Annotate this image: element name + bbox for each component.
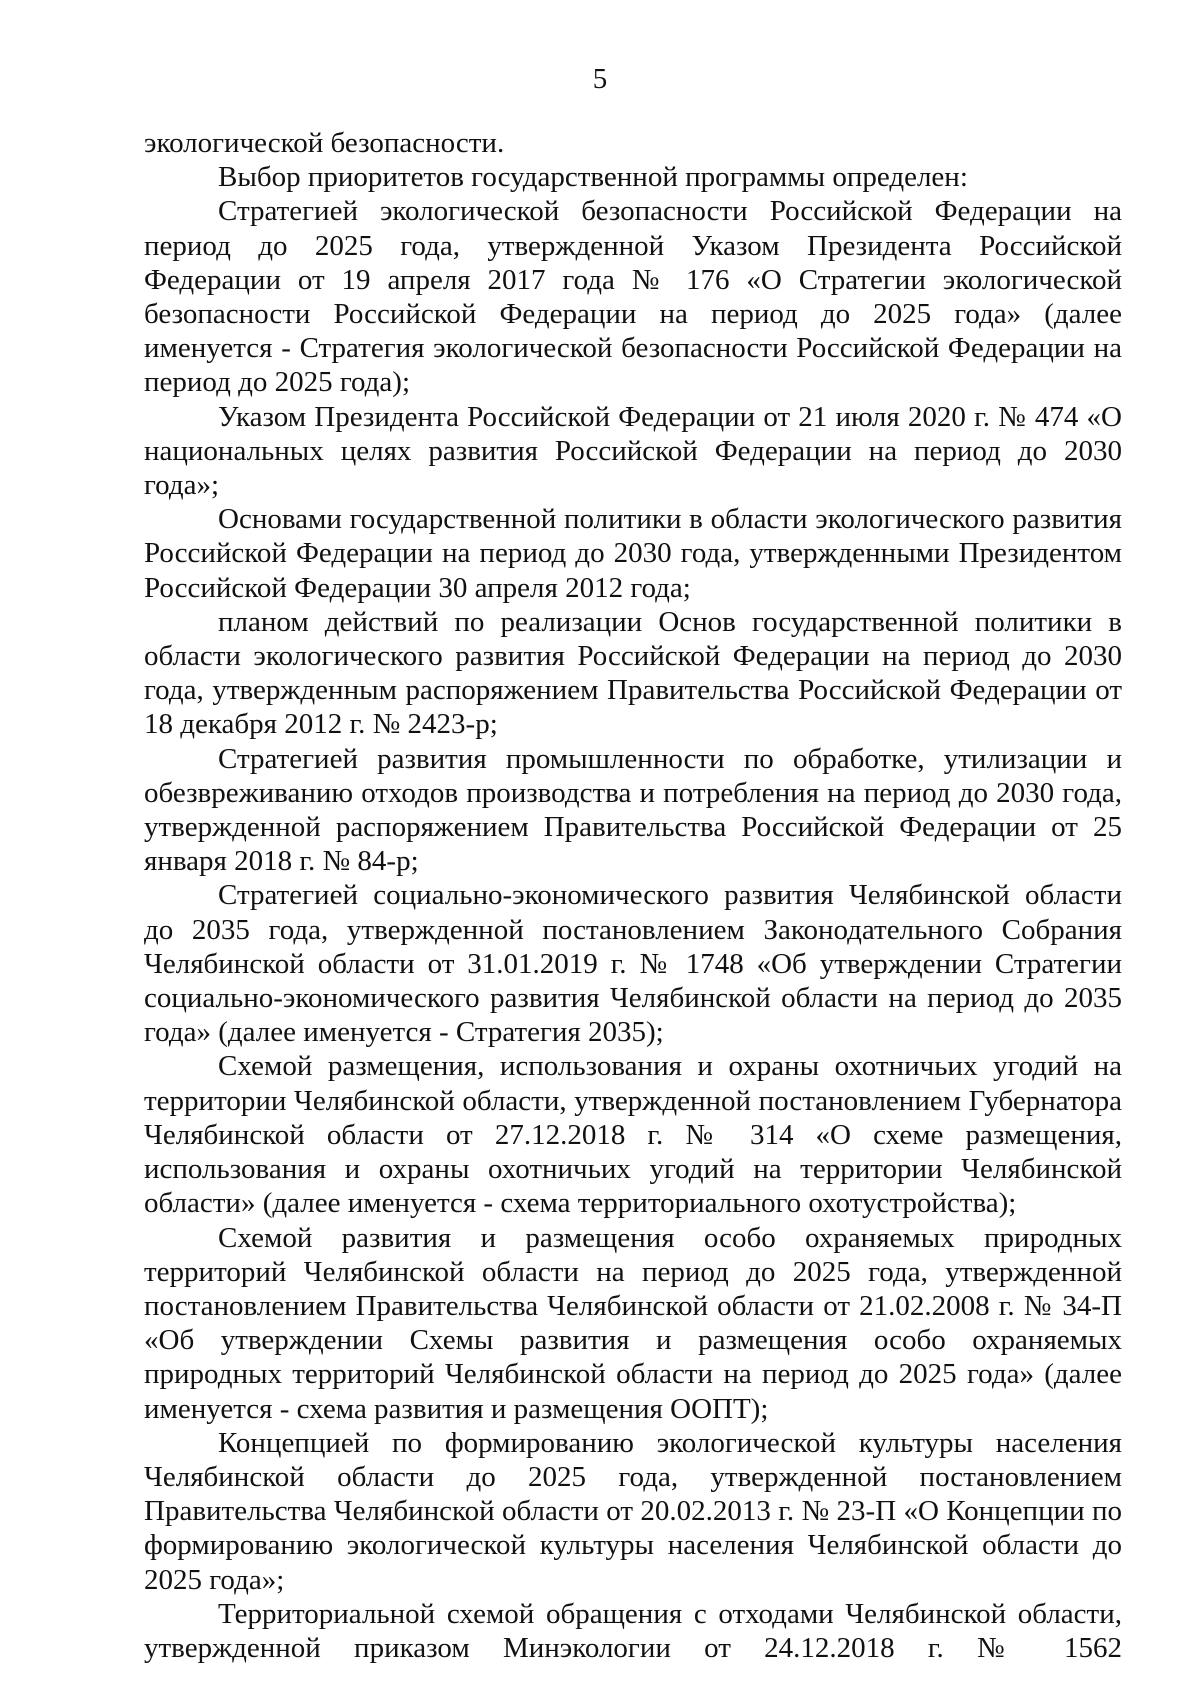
paragraph-waste-industry-strategy: Стратегией развития промышленности по обработке, утилизации и обезвреживанию отходов производства и потребления на период до 2030 года, утвержденной распоряжением Правительства Российской Федерации от 25 января 2018 г. № 84-р; [144, 742, 1122, 878]
paragraph-action-plan: планом действий по реализации Основ государственной политики в области экологического развития Российской Федерации на период до 2030 года, утвержденным распоряжением Правительства Российской Федерации от 18 декабря 2012 г. № 2423-р; [144, 605, 1122, 741]
paragraph-presidential-decree-474: Указом Президента Российской Федерации от 21 июля 2020 г. № 474 «О национальных целях развития Российской Федерации на период до 2030 года»; [144, 400, 1122, 502]
paragraph-hunting-grounds-scheme: Схемой размещения, использования и охраны охотничьих угодий на территории Челябинской области, утвержденной постановлением Губернатора Челябинской области от 27.12.2018 г. № 314 «О схеме размещения, использования и охраны охотничьих угодий на территории Челябинской области» (далее именуется - схема территориального охотустройства); [144, 1050, 1122, 1220]
paragraph-intro: Выбор приоритетов государственной программы определен: [218, 161, 968, 194]
paragraph-state-policy-foundations: Основами государственной политики в области экологического развития Российской Федерации на период до 2030 года, утвержденными Президентом Российской Федерации 30 апреля 2012 года; [144, 503, 1122, 604]
paragraph-waste-management-scheme: Территориальной схемой обращения с отходами Челябинской области, утвержденной приказом Минэкологии от 24.12.2018 г. № 1562 [144, 1597, 1122, 1664]
paragraph-protected-areas-scheme: Схемой развития и размещения особо охраняемых природных территорий Челябинской области на период до 2025 года, утвержденной постановлением Правительства Челябинской области от 21.02.2008 г. № 34-П «Об утверждении Схемы развития и размещения особо охраняемых природных территорий Челябинской области на период до 2025 года» (далее именуется - схема развития и размещения ООПТ); [144, 1221, 1122, 1425]
paragraph-continuation: экологической безопасности. [144, 127, 505, 159]
paragraph-strategy-2035: Стратегией социально-экономического развития Челябинской области до 2035 года, утвержденной постановлением Законодательного Собрания Челябинской области от 31.01.2019 г. № 1748 «Об утверждении Стратегии социально-экономического развития Челябинской области на период до 2035 года» (далее именуется - Стратегия 2035); [144, 879, 1122, 1049]
paragraph-ecological-culture-concept: Концепцией по формированию экологической культуры населения Челябинской области до 2025 года, утвержденной постановлением Правительства Челябинской области от 20.02.2013 г. № 23-П «О Концепции по формированию экологической культуры населения Челябинской области до 2025 года»; [144, 1426, 1122, 1596]
page-number: 5 [592, 63, 608, 95]
body-text [144, 126, 1122, 1665]
paragraph-environmental-security-strategy: Стратегией экологической безопасности Российской Федерации на период до 2025 года, утвержденной Указом Президента Российской Федерации от 19 апреля 2017 года № 176 «О Стратегии экологической безопасности Российской Федерации на период до 2025 года» (далее именуется - Стратегия экологической безопасности Российской Федерации на период до 2025 года); [144, 195, 1122, 399]
